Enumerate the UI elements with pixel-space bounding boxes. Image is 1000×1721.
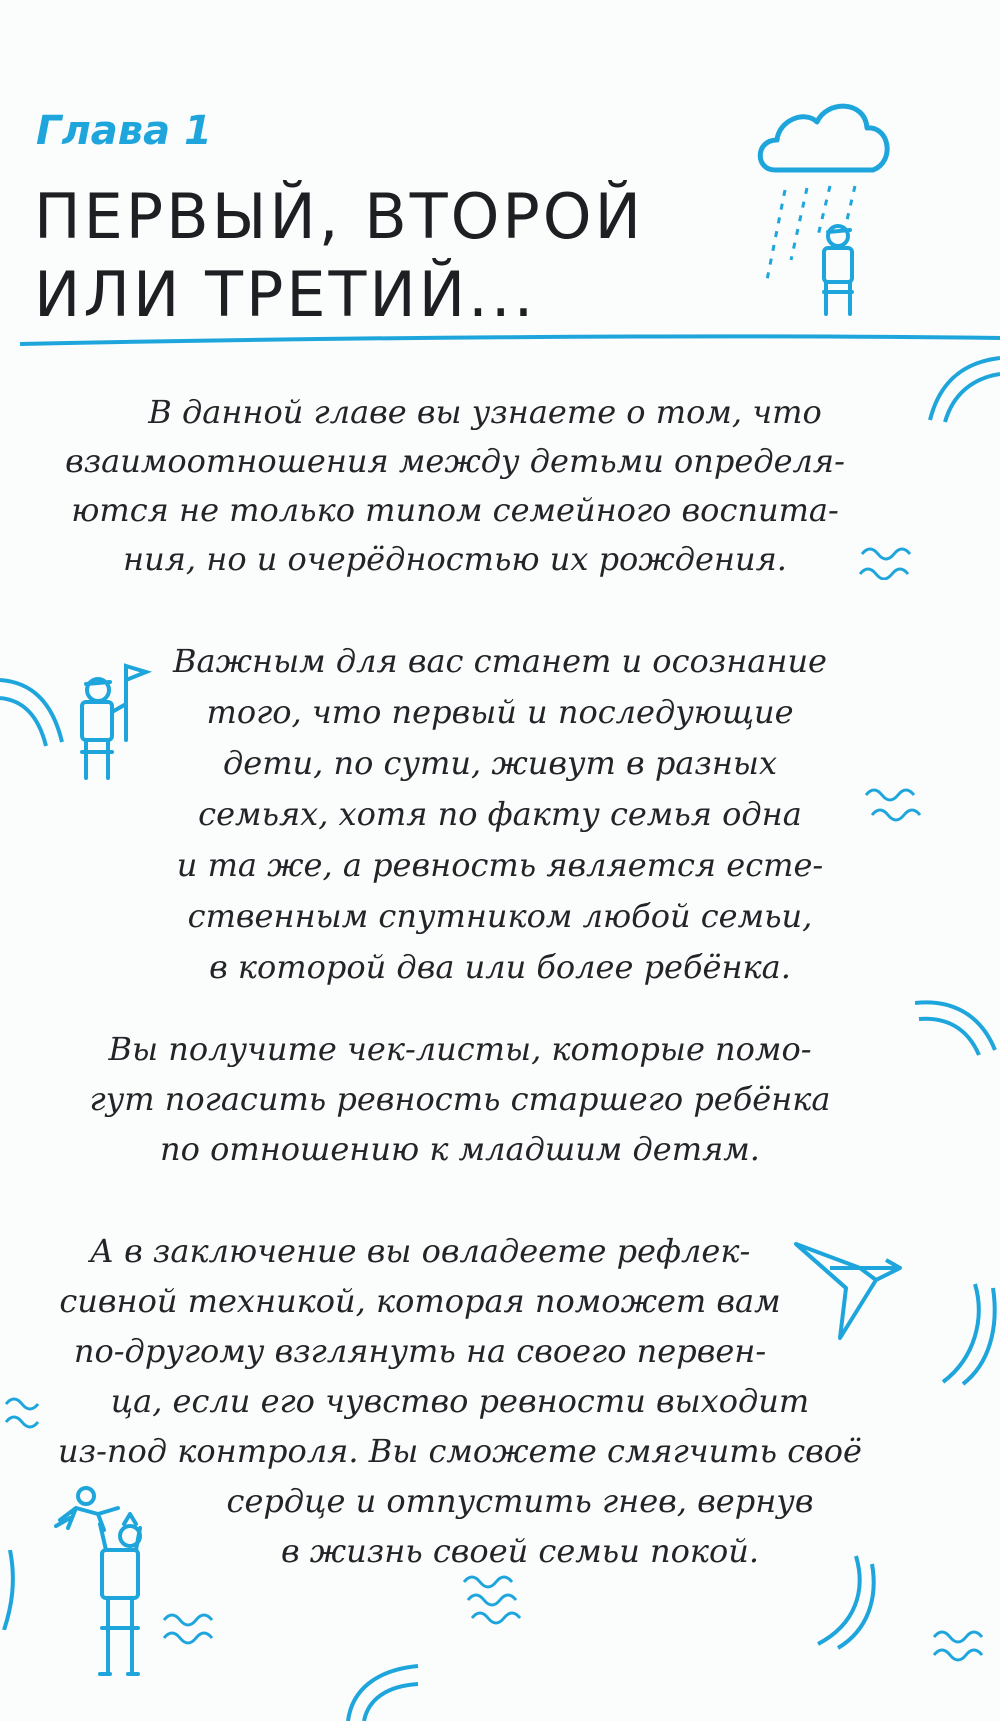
arc-icon: [340, 1640, 420, 1721]
chapter-label: Глава 1: [36, 108, 212, 154]
text-line: того, что первый и последующие: [206, 693, 794, 731]
text-line: и та же, а ревность является есте-: [176, 846, 824, 884]
wave-icon: [460, 1570, 522, 1626]
wave-icon: [160, 1608, 222, 1648]
text-line: Важным для вас станет и осознание: [173, 642, 827, 680]
chapter-title: [34, 178, 734, 334]
arc-icon: [915, 995, 1000, 1065]
text-line: взаимоотношения между детьми определя-: [65, 442, 845, 480]
wave-icon: [862, 785, 924, 825]
text-line: ния, но и очерёдностью их рождения.: [123, 540, 787, 578]
text-line: по отношению к младшим детям.: [160, 1130, 760, 1168]
text-line: ца, если его чувство ревности выходит: [110, 1382, 810, 1420]
chapter-title-line-1: ПЕРВЫЙ, ВТОРОЙ: [34, 180, 644, 253]
text-line: в жизнь своей семьи покой.: [280, 1532, 760, 1570]
wave-icon: [930, 1625, 992, 1665]
title-divider: [0, 330, 1000, 364]
text-line: ются не только типом семейного воспита-: [71, 491, 839, 529]
text-line: в которой два или более ребёнка.: [209, 948, 791, 986]
text-line: дети, по сути, живут в разных: [222, 744, 778, 782]
intro-paragraph-4: [30, 1226, 890, 1576]
intro-paragraph-3: [40, 1024, 880, 1174]
text-line: по-другому взглянуть на своего первен-: [73, 1332, 767, 1370]
intro-paragraph-1: [30, 388, 880, 584]
text-line: А в заключение вы овладеете рефлек-: [89, 1232, 751, 1270]
arc-icon: [925, 350, 1000, 430]
child-in-rain-icon: [810, 222, 870, 322]
intro-paragraph-2: [130, 636, 870, 993]
text-line: из-под контроля. Вы сможете смягчить своё: [58, 1432, 862, 1470]
chapter-title-line-2: ИЛИ ТРЕТИЙ...: [34, 258, 537, 331]
text-line: семьях, хотя по факту семья одна: [198, 795, 802, 833]
text-line: ственным спутником любой семьи,: [187, 897, 813, 935]
text-line: Вы получите чек-листы, которые помо-: [108, 1030, 812, 1068]
text-line: сивной техникой, которая поможет вам: [59, 1282, 781, 1320]
text-line: сердце и отпустить гнев, вернув: [226, 1482, 814, 1520]
arc-icon: [0, 1550, 30, 1630]
arc-icon: [935, 1278, 1000, 1388]
arc-icon: [0, 672, 70, 752]
text-line: гут погасить ревность старшего ребёнка: [89, 1080, 831, 1118]
text-line: В данной главе вы узнаете о том, что: [148, 393, 822, 431]
